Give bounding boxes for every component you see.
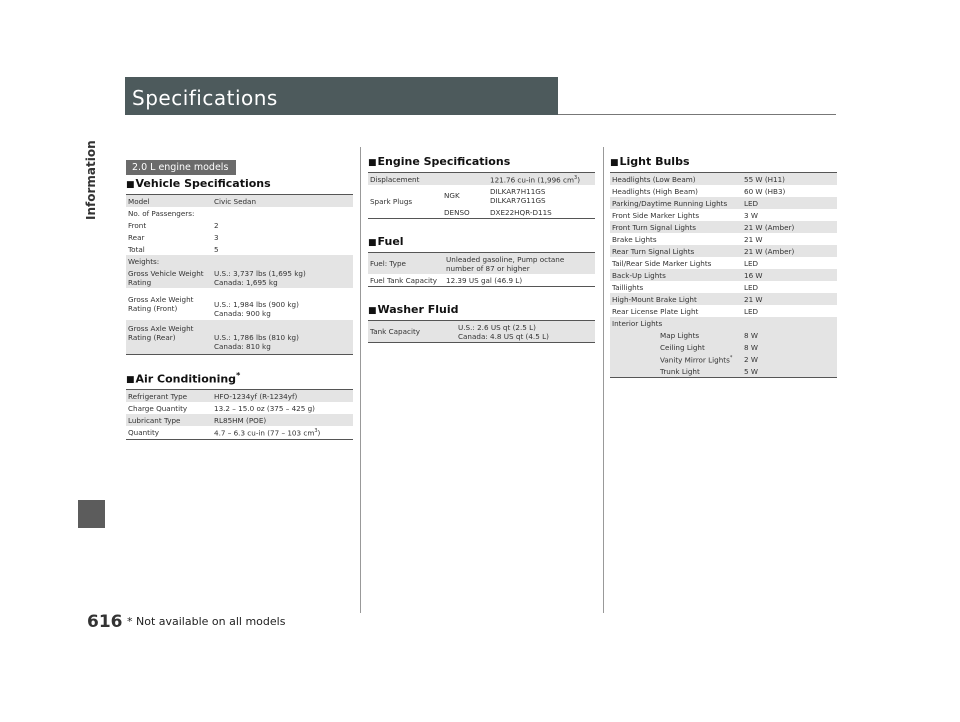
light-bulbs-table xyxy=(610,172,837,378)
vehicle-specs-table xyxy=(126,194,353,355)
washer-fluid-table xyxy=(368,320,595,343)
table-row: Interior Lights xyxy=(610,317,837,329)
fuel-table xyxy=(368,252,595,287)
table-row: Taillights LED xyxy=(612,282,759,292)
table-row: DENSO DXE22HQR-D11S xyxy=(368,206,595,219)
table-row: Total 5 xyxy=(128,244,219,254)
engine-specs-table xyxy=(368,172,595,219)
fuel-heading: ■Fuel xyxy=(368,235,404,249)
air-conditioning-heading: ■Air Conditioning* xyxy=(126,370,241,386)
side-tab-marker xyxy=(78,500,105,528)
page-title: Specifications xyxy=(132,86,278,110)
page-number: 616 xyxy=(87,612,123,632)
table-row: Gross Vehicle Weight Rating U.S.: 3,737 lbs (1,695 kg) Canada: 1,695 kg xyxy=(126,267,353,288)
light-bulbs-section xyxy=(610,155,837,378)
engine-specs-heading: ■Engine Specifications xyxy=(368,155,511,168)
table-row: Front Turn Signal Lights 21 W (Amber) xyxy=(610,221,837,233)
washer-fluid-heading: ■Washer Fluid xyxy=(368,303,459,317)
table-row: Quantity 4.7 – 6.3 cu-in (77 – 103 $cm^3$) xyxy=(126,426,353,439)
section-side-label: Information xyxy=(84,140,98,220)
engine-model-tag: 2.0 L engine models xyxy=(126,160,236,175)
table-row: Tail/Rear Side Marker Lights LED xyxy=(612,258,759,268)
vehicle-specs-section xyxy=(126,155,353,440)
table-row: Front 2 xyxy=(128,220,219,230)
column-divider xyxy=(360,147,361,613)
table-row: Charge Quantity 13.2 – 15.0 oz (375 – 425 g) xyxy=(128,403,315,413)
footnote: * Not available on all models xyxy=(127,615,286,628)
table-row: No. of Passengers: xyxy=(128,208,195,218)
table-row: Gross Axle Weight Rating (Front) U.S.: 1,984 lbs (900 kg) Canada: 900 kg xyxy=(128,294,299,318)
table-row: Model Civic Sedan xyxy=(126,195,353,208)
table-row: Back-Up Lights 16 W xyxy=(610,269,837,281)
table-row: Refrigerant Type HFO-1234yf (R-1234yf) xyxy=(126,390,353,403)
table-row: Lubricant Type RL85HM (POE) xyxy=(126,414,353,426)
table-row: Gross Axle Weight Rating (Rear) U.S.: 1,786 lbs (810 kg) Canada: 810 kg xyxy=(126,320,353,355)
table-row: Fuel Tank Capacity 12.39 US gal (46.9 L) xyxy=(368,274,595,287)
light-bulbs-heading: ■Light Bulbs xyxy=(610,155,690,168)
table-row: Weights: xyxy=(126,255,353,267)
table-row: Rear 3 xyxy=(128,232,219,242)
table-row: Headlights (Low Beam) 55 W (H11) xyxy=(610,173,837,186)
table-row: Map Lights 8 W xyxy=(610,329,837,341)
column-divider xyxy=(603,147,604,613)
table-row: Spark Plugs NGK DILKAR7H11GS DILKAR7G11GS xyxy=(370,186,546,207)
table-row: High-Mount Brake Light 21 W xyxy=(610,293,837,305)
table-row: Rear License Plate Light LED xyxy=(612,306,759,316)
table-row: Trunk Light 5 W xyxy=(610,365,837,378)
title-rule xyxy=(558,114,836,115)
air-conditioning-table xyxy=(126,389,353,439)
table-row: Brake Lights 21 W xyxy=(612,234,763,244)
table-row: Parking/Daytime Running Lights LED xyxy=(610,197,837,209)
table-row: Vanity Mirror Lights* 2 W xyxy=(610,353,837,365)
table-row: Headlights (High Beam) 60 W (HB3) xyxy=(612,186,786,196)
table-row: Fuel: Type Unleaded gasoline, Pump octane number of 87 or higher xyxy=(368,253,595,275)
table-row: Ceiling Light 8 W xyxy=(610,341,837,353)
table-row: Front Side Marker Lights 3 W xyxy=(612,210,758,220)
table-row: Displacement 121.76 cu-in (1,996 $cm^3$) xyxy=(368,173,595,186)
table-row: Rear Turn Signal Lights 21 W (Amber) xyxy=(610,245,837,257)
vehicle-specs-heading: ■Vehicle Specifications xyxy=(126,177,271,190)
engine-section xyxy=(368,155,595,343)
table-row: Tank Capacity U.S.: 2.6 US qt (2.5 L) Canada: 4.8 US qt (4.5 L) xyxy=(368,321,595,343)
